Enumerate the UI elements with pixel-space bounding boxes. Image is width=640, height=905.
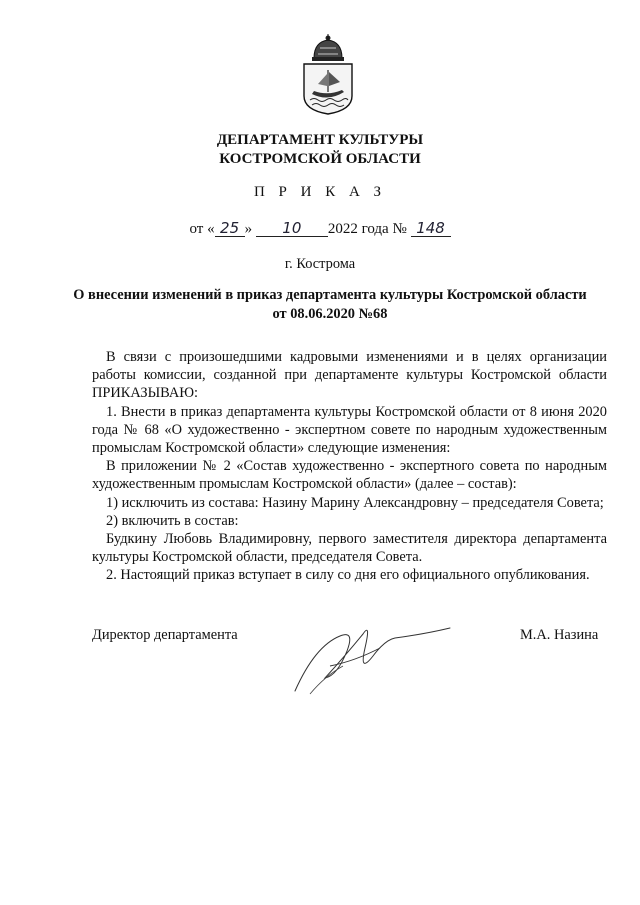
order-number: 148 — [411, 220, 451, 237]
date-mid: » — [244, 221, 253, 237]
body-paragraph-1: В связи с произошедшими кадровыми изменениями и в целях организации работы комиссии, созданной при департаменте культуры Костромской области ПРИКАЗЫВАЮ: — [92, 349, 607, 402]
title-line1: О внесении изменений в приказ департамента культуры Костромской области — [73, 287, 587, 303]
signer-position: Директор департамента — [92, 627, 238, 643]
coat-of-arms-emblem — [296, 34, 360, 116]
department-name — [0, 131, 640, 169]
order-body — [92, 348, 607, 585]
date-prefix: от « — [189, 221, 215, 237]
date-year: 2022 года № — [327, 221, 407, 237]
body-paragraph-5: 2) включить в состав: — [106, 512, 239, 529]
handwritten-signature — [285, 606, 455, 696]
title-line2: от 08.06.2020 №68 — [272, 306, 388, 322]
date-number-line — [0, 220, 640, 238]
order-title — [60, 286, 600, 324]
body-paragraph-2: 1. Внести в приказ департамента культуры Костромской области от 8 июня 2020 года № 68 «О художественно - экспертном совете по народным художественным промыслам Костромской области» следующие изменения: — [92, 403, 607, 457]
body-paragraph-3: В приложении № 2 «Состав художественно - экспертного совета по народным художественным промыслам Костромской области» (далее – состав): — [92, 458, 607, 493]
department-line2: КОСТРОМСКОЙ ОБЛАСТИ — [219, 151, 421, 167]
body-paragraph-4: 1) исключить из состава: Назину Марину Александровну – председателя Совета; — [106, 494, 604, 511]
signer-name: М.А. Назина — [520, 627, 599, 643]
document-type: П Р И К А З — [253, 184, 387, 200]
date-month: 10 — [256, 220, 328, 237]
department-line1: ДЕПАРТАМЕНТ КУЛЬТУРЫ — [216, 132, 424, 148]
body-paragraph-6: Будкину Любовь Владимировну, первого заместителя директора департамента культуры Костромской области, председателя Совета. — [92, 531, 607, 566]
body-paragraph-7: 2. Настоящий приказ вступает в силу со дня его официального опубликования. — [106, 567, 590, 584]
city: г. Кострома — [284, 256, 356, 272]
date-day: 25 — [215, 220, 245, 237]
